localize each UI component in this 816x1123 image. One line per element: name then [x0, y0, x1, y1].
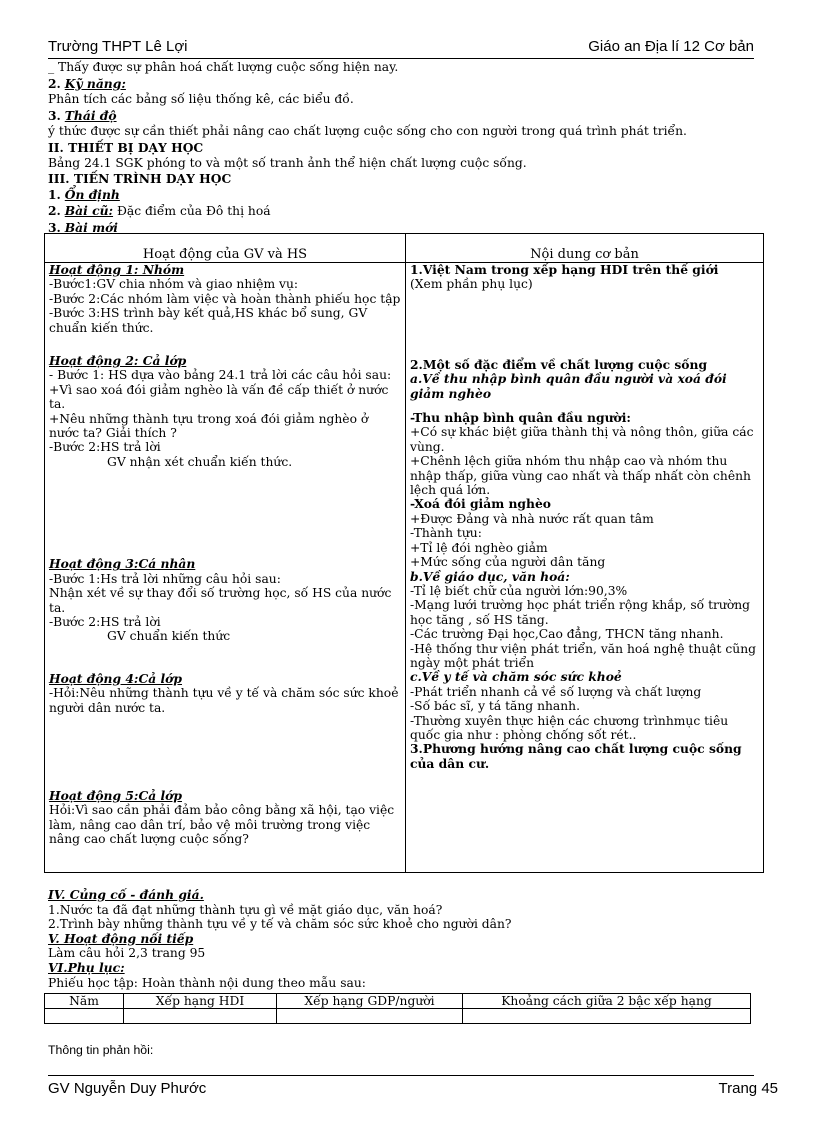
content-2b-title: b.Về giáo dục, văn hoá: — [410, 568, 570, 584]
worksheet-header-hdi: Xếp hạng HDI — [124, 994, 277, 1009]
activity-3-line: -Bước 2:HS trả lời — [49, 614, 161, 629]
section-3-heading: 3. Thái độ — [48, 107, 117, 123]
section-2-text: Phân tích các bảng số liệu thống kê, các biểu đồ. — [48, 92, 354, 107]
content-2c-title: c.Về y tế và chăm sóc sức khoẻ — [410, 669, 622, 685]
content-line: -Số bác sĩ, y tá tăng nhanh. — [410, 699, 581, 714]
content-line: (Xem phần phụ lục) — [410, 277, 533, 292]
col-content-header: Nội dung cơ bản — [406, 234, 764, 263]
activity-1-line: -Bước 3:HS trình bày kết quả,HS khác bổ sung, GV chuẩn kiến thức. — [49, 306, 368, 335]
worksheet-instruction: Phiếu học tập: Hoàn thành nội dung theo mẫu sau: — [48, 975, 366, 990]
section-III-heading: III. TIẾN TRÌNH DẠY HỌC — [48, 171, 232, 187]
worksheet-cell — [463, 1009, 751, 1024]
activity-1-line: -Bước 2:Các nhóm làm việc và hoàn thành phiếu học tập — [49, 291, 401, 306]
col-activities-header: Hoạt động của GV và HS — [45, 234, 406, 263]
question-1: 1.Nước ta đã đạt những thành tựu gì về mặt giáo dục, văn hoá? — [48, 902, 443, 917]
part-3-heading: 3. Bài mới — [48, 219, 118, 235]
footer-divider — [48, 1075, 754, 1076]
content-line: +Được Đảng và nhà nước rất quan tâm — [410, 511, 654, 526]
activities-cell — [45, 263, 406, 873]
closing-section — [48, 888, 768, 990]
intro-section — [48, 60, 768, 237]
activity-4-title: Hoạt động 4:Cả lớp — [49, 670, 182, 686]
content-2a-title: a.Về thu nhập bình quân đầu người và xoá đói giảm nghèo — [410, 371, 727, 401]
activity-2-title: Hoạt động 2: Cả lớp — [49, 353, 187, 369]
homework: Làm câu hỏi 2,3 trang 95 — [48, 946, 206, 961]
subject-title: Giáo an Địa lí 12 Cơ bản — [588, 38, 754, 55]
teacher-name: GV Nguyễn Duy Phước — [48, 1080, 207, 1097]
section-II-text: Bảng 24.1 SGK phóng to và một số tranh ảnh thể hiện chất lượng cuộc sống. — [48, 155, 527, 170]
activity-2-line: - Bước 1: HS dựa vào bảng 24.1 trả lời các câu hỏi sau: — [49, 368, 392, 383]
content-line: +Mức sống của người dân tăng — [410, 555, 606, 570]
content-line: -Thành tựu: — [410, 526, 482, 541]
worksheet-table — [44, 993, 751, 1024]
worksheet-header-year: Năm — [45, 994, 124, 1009]
part-2-heading: 2. Bài cũ: Đặc điểm của Đô thị hoá — [48, 203, 271, 219]
content-3-title: 3.Phương hướng nâng cao chất lượng cuộc sống của dân cư. — [410, 741, 742, 771]
content-line: +Tỉ lệ đói nghèo giảm — [410, 540, 548, 555]
content-line: -Tỉ lệ biết chữ của người lớn:90,3% — [410, 583, 628, 598]
school-name: Trường THPT Lê Lợi — [48, 38, 188, 55]
worksheet-header-gap: Khoảng cách giữa 2 bậc xếp hạng — [463, 994, 751, 1009]
section-IV-heading: IV. Củng cố - đánh giá. — [48, 887, 204, 902]
intro-line-1: _ Thấy được sự phân hoá chất lượng cuộc sống hiện nay. — [48, 60, 399, 74]
activity-3-line: -Bước 1:Hs trả lời những câu hỏi sau: — [49, 571, 281, 586]
section-2-heading: 2. Kỹ năng: — [48, 75, 126, 91]
section-3-text: ý thức được sự cần thiết phải nâng cao chất lượng cuộc sống cho con người trong quá trình phát triển. — [48, 124, 687, 139]
worksheet-cell — [277, 1009, 463, 1024]
content-line: +Chênh lệch giữa nhóm thu nhập cao và nhóm thu nhập thấp, giữa vùng cao nhất và thấp nhất còn chênh lệch quá lớn. — [410, 454, 751, 498]
header-divider — [48, 58, 754, 59]
lesson-table — [44, 233, 764, 873]
activity-5-line: Hỏi:Vì sao cần phải đảm bảo công bằng xã hội, tạo việc làm, nâng cao dân trí, bảo vệ môi trường trong việc nâng cao chất lượng cuộc sống? — [49, 803, 395, 847]
content-line: +Có sự khác biệt giữa thành thị và nông thôn, giữa các vùng. — [410, 425, 754, 454]
content-cell — [406, 263, 764, 873]
activity-2-line: +Nêu những thành tựu trong xoá đói giảm nghèo ở nước ta? Giải thích ? — [49, 411, 369, 441]
content-subheading: -Thu nhập bình quân đầu người: — [410, 410, 631, 426]
page-number: Trang 45 — [718, 1080, 778, 1097]
activity-3-line: GV chuẩn kiến thức — [107, 629, 231, 644]
content-line: -Các trường Đại học,Cao đẳng, THCN tăng nhanh. — [410, 627, 724, 642]
content-line: -Thường xuyên thực hiện các chương trìnhmục tiêu quốc gia như : phòng chống sốt rét.. — [410, 713, 729, 742]
activity-2-line: GV nhận xét chuẩn kiến thức. — [107, 454, 293, 469]
content-line: -Mạng lưới trường học phát triển rộng khắp, số trường học tăng , số HS tăng. — [410, 598, 751, 627]
activity-2-line: -Bước 2:HS trả lời — [49, 440, 161, 455]
worksheet-cell — [124, 1009, 277, 1024]
activity-2-line: +Vì sao xoá đói giảm nghèo là vấn đề cấp thiết ở nước ta. — [49, 382, 389, 412]
worksheet-cell — [45, 1009, 124, 1024]
worksheet-header-gdp: Xếp hạng GDP/người — [277, 994, 463, 1009]
activity-1-line: -Bước1:GV chia nhóm và giao nhiệm vụ: — [49, 277, 299, 292]
part-1-heading: 1. Ổn định — [48, 186, 120, 202]
content-2-title: 2.Một số đặc điểm về chất lượng cuộc sống — [410, 356, 708, 372]
feedback-label: Thông tin phản hồi: — [48, 1043, 154, 1057]
question-2: 2.Trình bày những thành tựu về y tế và chăm sóc sức khoẻ cho người dân? — [48, 917, 512, 932]
content-1-title: 1.Việt Nam trong xếp hạng HDI trên thế giới — [410, 262, 719, 277]
activity-4-line: -Hỏi:Nêu những thành tựu về y tế và chăm sóc sức khoẻ người dân nước ta. — [49, 686, 399, 715]
section-VI-heading: VI.Phụ lục: — [48, 959, 125, 975]
content-subheading: -Xoá đói giảm nghèo — [410, 496, 551, 512]
section-V-heading: V. Hoạt động nối tiếp — [48, 930, 194, 946]
activity-3-line: Nhận xét về sự thay đổi số trường học, số HS của nước ta. — [49, 586, 392, 615]
activity-3-title: Hoạt động 3:Cá nhân — [49, 556, 196, 572]
activity-5-title: Hoạt động 5:Cả lớp — [49, 787, 182, 803]
content-line: -Hệ thống thư viện phát triển, văn hoá nghệ thuật cũng ngày một phát triển — [410, 641, 756, 670]
activity-1-title: Hoạt động 1: Nhóm — [49, 262, 185, 277]
content-line: -Phát triển nhanh cả về số lượng và chất lượng — [410, 684, 702, 699]
section-II-heading: II. THIẾT BỊ DẠY HỌC — [48, 139, 204, 155]
